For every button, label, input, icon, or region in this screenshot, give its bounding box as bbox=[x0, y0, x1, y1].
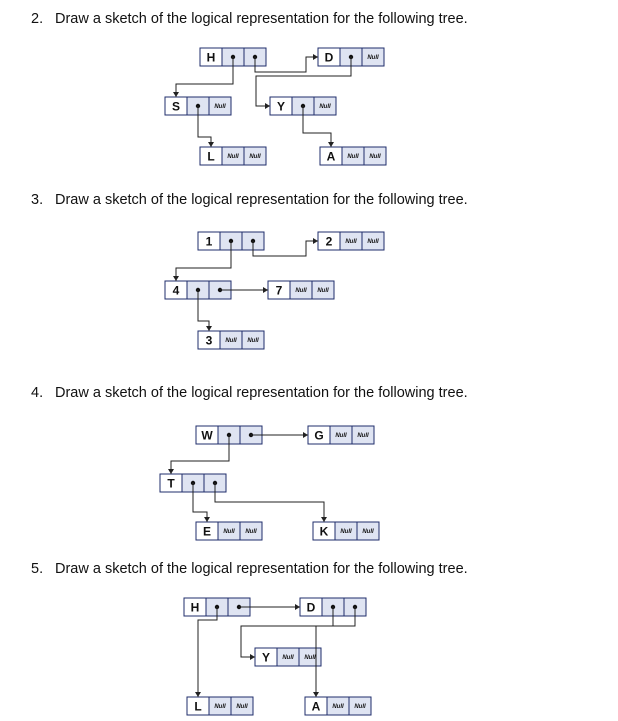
null-label: Null bbox=[317, 288, 329, 294]
null-label: Null bbox=[245, 529, 257, 535]
null-label: Null bbox=[345, 239, 357, 245]
null-label: Null bbox=[236, 704, 248, 710]
null-label: Null bbox=[295, 288, 307, 294]
node-value-label: G bbox=[314, 428, 324, 443]
node-value-label: A bbox=[311, 699, 321, 714]
null-label: Null bbox=[225, 338, 237, 344]
null-label: Null bbox=[214, 104, 226, 110]
null-label: Null bbox=[367, 239, 379, 245]
null-label: Null bbox=[369, 154, 381, 160]
pointer-link-H-to-L bbox=[198, 607, 217, 697]
node-value-label: K bbox=[319, 524, 329, 539]
node-value-label: 2 bbox=[325, 234, 333, 249]
null-label: Null bbox=[223, 529, 235, 535]
node-value-label: H bbox=[190, 600, 200, 615]
question-number: 2. bbox=[31, 11, 44, 27]
null-label: Null bbox=[304, 655, 316, 661]
node-value-label: Y bbox=[276, 99, 286, 114]
question-number: 4. bbox=[31, 385, 44, 401]
null-label: Null bbox=[354, 704, 366, 710]
arrowhead bbox=[313, 692, 319, 697]
node-value-label: D bbox=[306, 600, 316, 615]
null-label: Null bbox=[340, 529, 352, 535]
node-value-label: W bbox=[201, 428, 213, 443]
node-value-label: 7 bbox=[275, 283, 283, 298]
null-label: Null bbox=[214, 704, 226, 710]
question-text: Draw a sketch of the logical representation for the following tree. bbox=[55, 192, 468, 208]
arrowhead bbox=[250, 654, 255, 660]
tree-node-L bbox=[187, 697, 253, 715]
node-value-label: 4 bbox=[172, 283, 180, 298]
tree-node-Y bbox=[255, 648, 321, 666]
node-value-label: Y bbox=[261, 650, 271, 665]
arrowhead bbox=[295, 604, 300, 610]
null-label: Null bbox=[367, 55, 379, 61]
null-label: Null bbox=[362, 529, 374, 535]
node-value-label: 1 bbox=[205, 234, 213, 249]
arrowhead bbox=[195, 692, 201, 697]
question-number: 3. bbox=[31, 192, 44, 208]
null-label: Null bbox=[249, 154, 261, 160]
null-label: Null bbox=[247, 338, 259, 344]
node-value-label: D bbox=[324, 50, 334, 65]
null-label: Null bbox=[357, 433, 369, 439]
node-value-label: L bbox=[207, 149, 215, 164]
null-label: Null bbox=[332, 704, 344, 710]
pointer-link-D-to-A bbox=[316, 607, 355, 697]
tree-node-A bbox=[305, 697, 371, 715]
null-label: Null bbox=[347, 154, 359, 160]
node-value-label: T bbox=[167, 476, 175, 491]
null-label: Null bbox=[282, 655, 294, 661]
question-text: Draw a sketch of the logical representation for the following tree. bbox=[55, 11, 468, 27]
null-label: Null bbox=[227, 154, 239, 160]
question-text: Draw a sketch of the logical representation for the following tree. bbox=[55, 561, 468, 577]
question-number: 5. bbox=[31, 561, 44, 577]
node-value-label: E bbox=[202, 524, 212, 539]
null-label: Null bbox=[335, 433, 347, 439]
node-value-label: H bbox=[206, 50, 216, 65]
node-value-label: 3 bbox=[205, 333, 213, 348]
question-text: Draw a sketch of the logical representation for the following tree. bbox=[55, 385, 468, 401]
node-value-label: L bbox=[194, 699, 202, 714]
node-value-label: A bbox=[326, 149, 336, 164]
null-label: Null bbox=[319, 104, 331, 110]
node-value-label: S bbox=[171, 99, 181, 114]
